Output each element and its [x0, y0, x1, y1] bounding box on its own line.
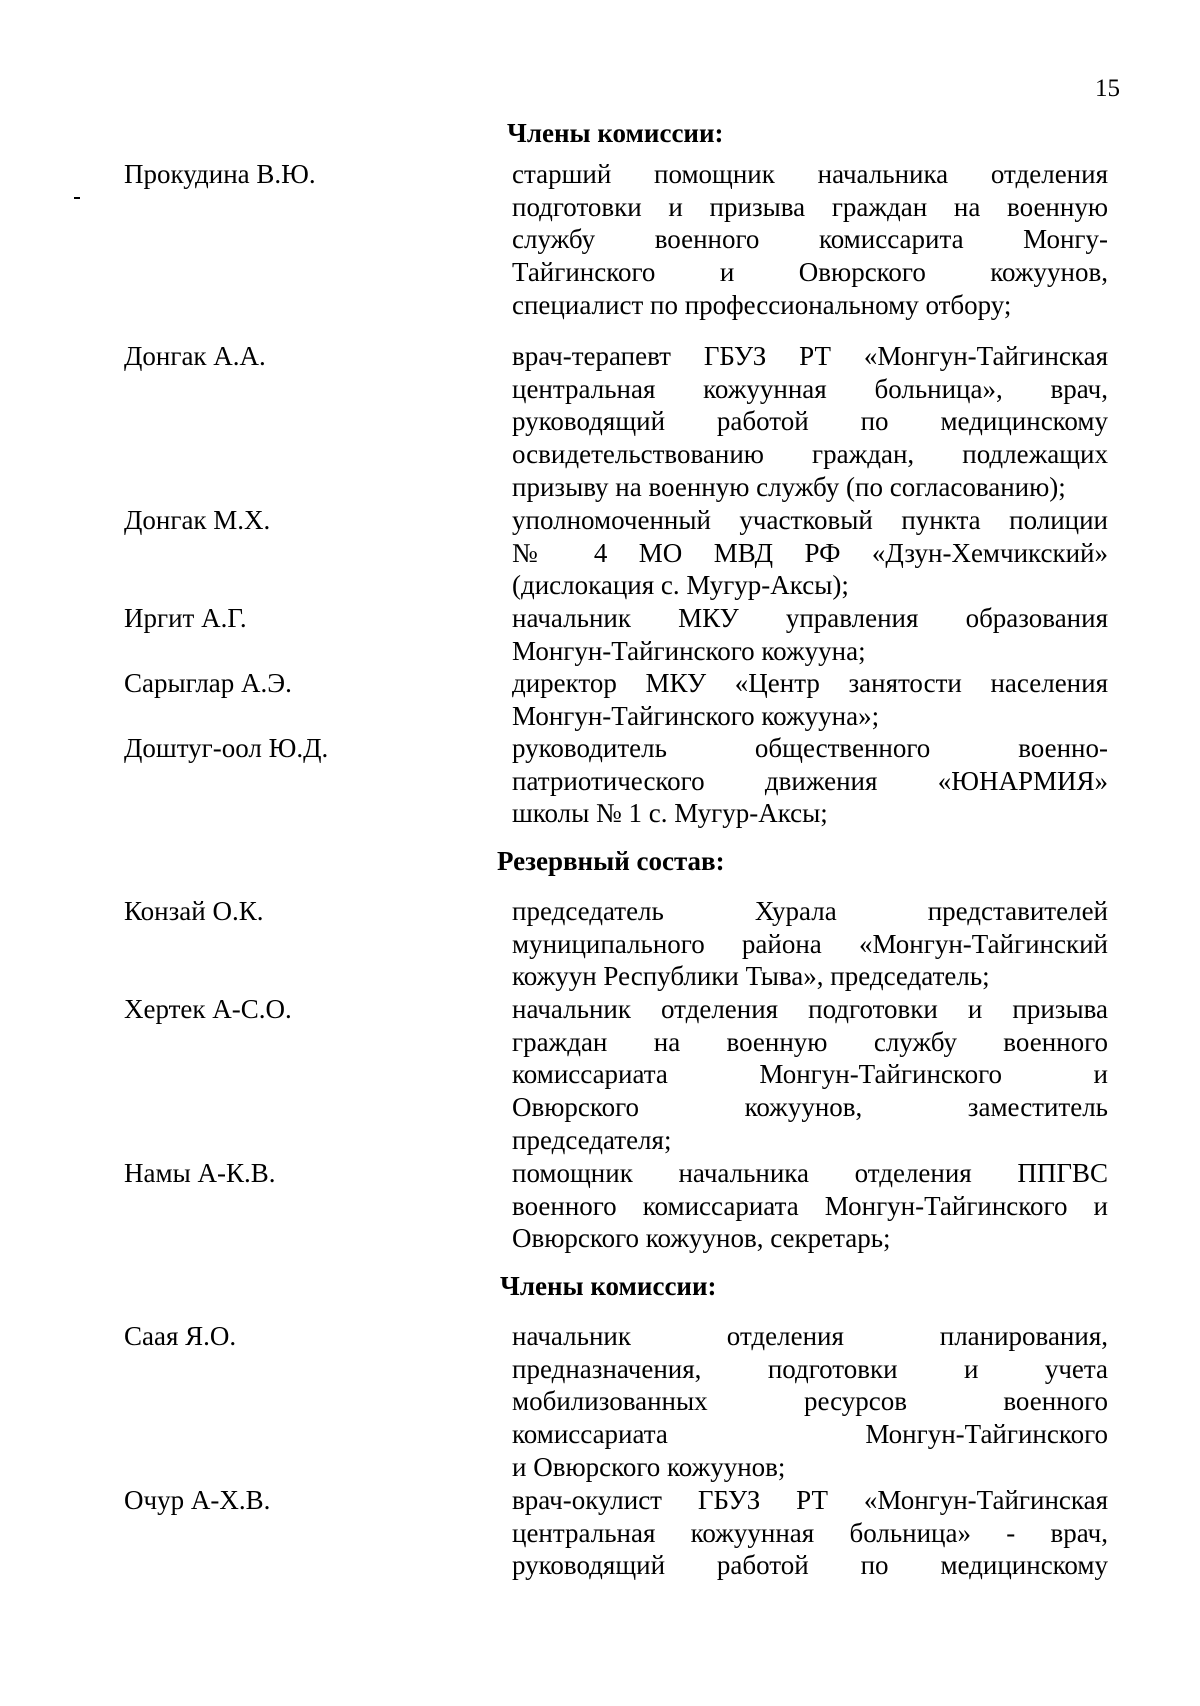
- role-line: кожуун Республики Тыва», председатель;: [512, 961, 990, 992]
- role-line: начальник МКУ управления образования: [512, 603, 1108, 633]
- role-line: муниципального района «Монгун-Тайгинский: [512, 928, 1108, 959]
- role-line: руководящий работой по медицинскому: [512, 1550, 1108, 1581]
- role-line: подготовки и призыва граждан на военную: [512, 191, 1108, 222]
- role-line: предназначения, подготовки и учета: [512, 1353, 1108, 1384]
- role-line: мобилизованных ресурсов военного: [512, 1386, 1108, 1417]
- member-name: Доштуг-оол Ю.Д.: [124, 733, 329, 763]
- member-role: [512, 895, 1108, 993]
- role-line: Овюрского кожуунов, секретарь;: [512, 1223, 891, 1254]
- role-line: (дислокация с. Мугур-Аксы);: [512, 570, 849, 601]
- member-name: Саая Я.О.: [124, 1321, 237, 1351]
- role-line: и Овюрского кожуунов;: [512, 1451, 786, 1482]
- role-line: специалист по профессиональному отбору;: [512, 289, 1012, 320]
- role-line: Овюрского кожуунов, заместитель: [512, 1092, 1108, 1123]
- member-name: Очур А-Х.В.: [124, 1485, 271, 1515]
- role-line: Монгун-Тайгинского кожууна»;: [512, 700, 880, 731]
- role-line: службу военного комиссарита Монгу-: [512, 224, 1108, 255]
- page-number: 15: [1095, 75, 1120, 102]
- role-line: Монгун-Тайгинского кожууна;: [512, 635, 866, 666]
- role-line: комиссариата Монгун-Тайгинского и: [512, 1059, 1108, 1090]
- role-line: председатель Хурала представителей: [512, 896, 1108, 926]
- member-name: Донгак М.Х.: [124, 505, 271, 535]
- role-line: врач-окулист ГБУЗ РТ «Монгун-Тайгинская: [512, 1485, 1108, 1515]
- member-role: [512, 667, 1108, 732]
- role-line: призыву на военную службу (по согласованию);: [512, 471, 1066, 502]
- member-name: Хертек А-С.О.: [124, 994, 292, 1024]
- role-line: старший помощник начальника отделения: [512, 159, 1108, 189]
- member-name: Намы А-К.В.: [124, 1158, 276, 1188]
- member-role: [512, 1157, 1108, 1255]
- role-line: освидетельствованию граждан, подлежащих: [512, 439, 1108, 470]
- role-line: школы № 1 с. Мугур-Аксы;: [512, 798, 828, 829]
- role-line: уполномоченный участковый пункта полиции: [512, 505, 1108, 535]
- section-heading-reserve: Резервный состав:: [497, 846, 725, 876]
- member-role: [512, 340, 1108, 503]
- role-line: центральная кожуунная больница», врач,: [512, 373, 1108, 404]
- member-name: Иргит А.Г.: [124, 603, 247, 633]
- member-name: Конзай О.К.: [124, 896, 264, 926]
- role-line: директор МКУ «Центр занятости населения: [512, 668, 1108, 698]
- role-line: руководитель общественного военно-: [512, 733, 1108, 763]
- role-line: начальник отделения подготовки и призыва: [512, 994, 1108, 1024]
- section-heading-members: Члены комиссии:: [500, 1271, 717, 1301]
- member-role: [512, 158, 1108, 321]
- role-line: председателя;: [512, 1124, 672, 1155]
- member-role: [512, 1320, 1108, 1483]
- role-line: патриотического движения «ЮНАРМИЯ»: [512, 765, 1108, 796]
- role-line: комиссариата Монгун-Тайгинского: [512, 1419, 1108, 1450]
- member-name: Прокудина В.Ю.: [124, 159, 316, 189]
- member-role: [512, 993, 1108, 1156]
- member-role: [512, 602, 1108, 667]
- role-line: центральная кожуунная больница» - врач,: [512, 1517, 1108, 1548]
- member-role: [512, 732, 1108, 830]
- role-line: начальник отделения планирования,: [512, 1321, 1108, 1351]
- member-name: Донгак А.А.: [124, 341, 266, 371]
- role-line: Тайгинского и Овюрского кожуунов,: [512, 257, 1108, 288]
- role-line: врач-терапевт ГБУЗ РТ «Монгун-Тайгинская: [512, 341, 1108, 371]
- role-line: помощник начальника отделения ППГВС: [512, 1158, 1108, 1188]
- role-line: граждан на военную службу военного: [512, 1026, 1108, 1057]
- member-role: [512, 504, 1108, 602]
- role-line: № 4 МО МВД РФ «Дзун-Хемчикский»: [512, 537, 1108, 568]
- role-line: руководящий работой по медицинскому: [512, 406, 1108, 437]
- section-heading-members: Члены комиссии:: [507, 118, 724, 148]
- role-line: военного комиссариата Монгун-Тайгинского и: [512, 1190, 1108, 1221]
- member-name: Сарыглар А.Э.: [124, 668, 292, 698]
- margin-mark: [74, 197, 80, 199]
- member-role: [512, 1484, 1108, 1582]
